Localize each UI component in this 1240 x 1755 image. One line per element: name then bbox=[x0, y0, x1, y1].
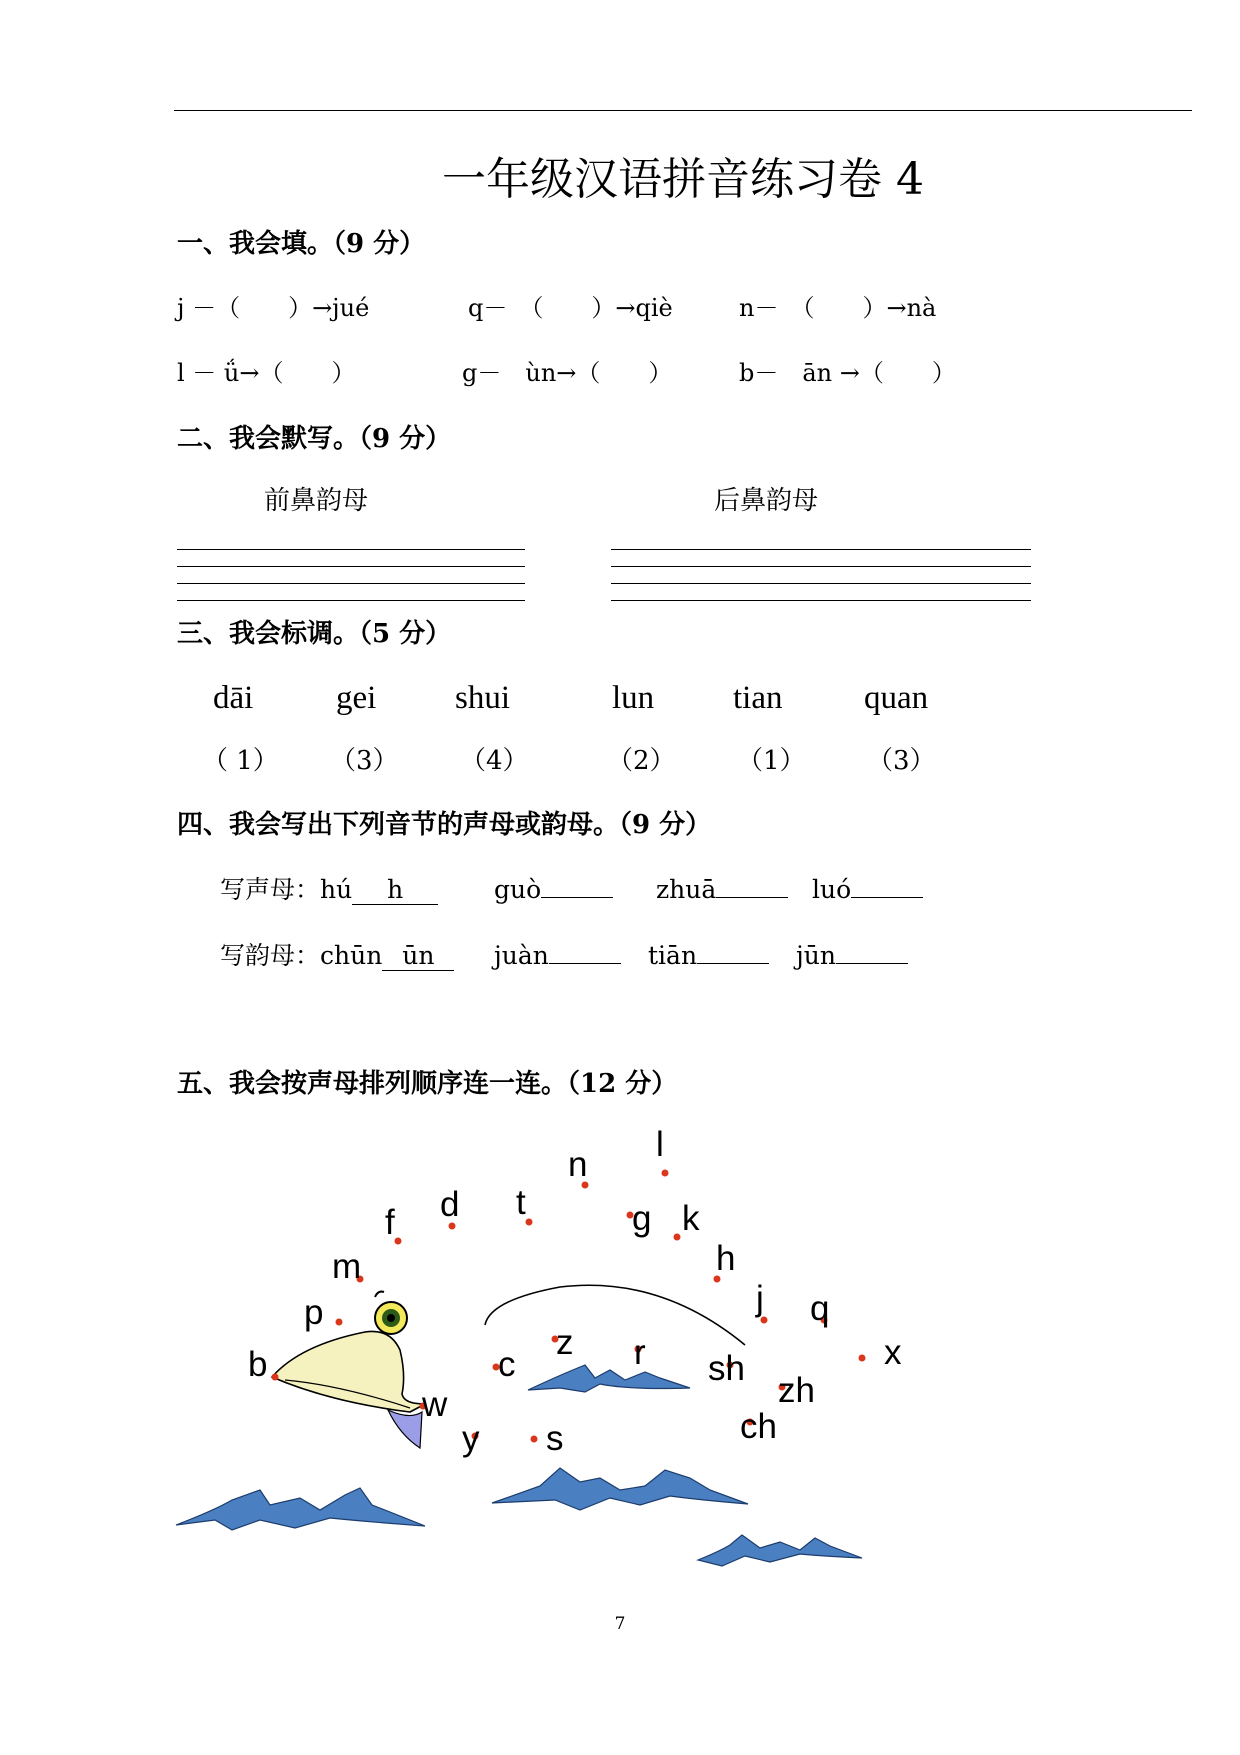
bird-throat bbox=[388, 1410, 422, 1448]
letter-c: c bbox=[498, 1345, 516, 1384]
wave-middle bbox=[492, 1468, 748, 1510]
bird-brow bbox=[375, 1292, 384, 1297]
section-1-heading: 一、我会填。（9 分） bbox=[177, 229, 426, 259]
letter-l: l bbox=[656, 1125, 664, 1164]
letter-m: m bbox=[332, 1247, 362, 1286]
syllable-tian: tian bbox=[733, 680, 783, 716]
answer-blank[interactable]: h bbox=[352, 876, 438, 905]
body-arc bbox=[485, 1285, 745, 1345]
section-4-heading: 四、我会写出下列音节的声母或韵母。（9 分） bbox=[177, 810, 712, 840]
bird-beak bbox=[272, 1331, 425, 1412]
syllable: hú bbox=[320, 875, 353, 904]
syllable: guò bbox=[494, 875, 542, 904]
letter-h: h bbox=[716, 1239, 736, 1278]
fill-item-4: l － ǘ→（ ） bbox=[177, 359, 356, 387]
syllable: luó bbox=[812, 875, 852, 904]
fill-item-1: j －（ ）→jué bbox=[177, 294, 370, 322]
syllable: chūn bbox=[320, 941, 383, 970]
letter-ch: ch bbox=[740, 1407, 777, 1446]
fill-item-3: n－ （ ）→nà bbox=[739, 294, 937, 322]
letter-d: d bbox=[440, 1185, 460, 1224]
row-label: 写韵母： bbox=[220, 941, 321, 970]
syllable-quan: quan bbox=[864, 680, 929, 716]
letter-r: r bbox=[634, 1333, 646, 1372]
syllable: jūn bbox=[796, 941, 836, 970]
letter-p: p bbox=[304, 1293, 324, 1332]
dot-l[interactable] bbox=[662, 1170, 669, 1177]
dot-t[interactable] bbox=[526, 1219, 533, 1226]
row-label: 写声母： bbox=[220, 875, 321, 904]
syllable: tiān bbox=[648, 941, 698, 970]
front-nasal-label: 前鼻韵母 bbox=[264, 486, 369, 516]
tone-number: （3） bbox=[330, 746, 399, 776]
letter-w: w bbox=[422, 1385, 448, 1424]
tone-number: （ 1） bbox=[202, 746, 279, 776]
letter-sh: sh bbox=[708, 1349, 745, 1388]
page-number: 7 bbox=[614, 1614, 626, 1634]
syllable-dai: dāi bbox=[213, 680, 254, 716]
page-title: 一年级汉语拼音练习卷 4 bbox=[442, 154, 924, 205]
back-nasal-label: 后鼻韵母 bbox=[714, 486, 819, 516]
answer-blank[interactable]: ūn bbox=[382, 942, 454, 971]
syllable: juàn bbox=[494, 941, 549, 970]
fill-item-6: b－ ān →（ ） bbox=[739, 359, 956, 387]
letter-x: x bbox=[884, 1333, 902, 1372]
letter-g: g bbox=[632, 1199, 652, 1238]
syllable-shui: shui bbox=[455, 680, 511, 716]
tone-number: （4） bbox=[460, 746, 529, 776]
letter-n: n bbox=[568, 1145, 588, 1184]
fill-item-2: q－ （ ）→qiè bbox=[468, 294, 673, 322]
wave-right bbox=[698, 1535, 862, 1566]
dot-k[interactable] bbox=[674, 1234, 681, 1241]
letter-y: y bbox=[462, 1419, 480, 1458]
letter-z: z bbox=[556, 1323, 574, 1362]
letter-s: s bbox=[546, 1419, 564, 1458]
letter-f: f bbox=[385, 1203, 395, 1242]
letter-k: k bbox=[682, 1199, 700, 1238]
letter-t: t bbox=[516, 1183, 526, 1222]
tone-number: （3） bbox=[867, 746, 936, 776]
tone-number: （1） bbox=[737, 746, 806, 776]
dot-x[interactable] bbox=[859, 1355, 866, 1362]
letter-zh: zh bbox=[778, 1371, 815, 1410]
syllable-lun: lun bbox=[612, 680, 655, 716]
letter-q: q bbox=[810, 1289, 830, 1328]
syllable-gei: gei bbox=[336, 680, 377, 716]
section-2-heading: 二、我会默写。（9 分） bbox=[177, 424, 452, 454]
tone-number: （2） bbox=[607, 746, 676, 776]
dot-p[interactable] bbox=[336, 1319, 343, 1326]
letter-j: j bbox=[756, 1279, 764, 1318]
bird-eye-pupil bbox=[387, 1314, 395, 1322]
dot-s[interactable] bbox=[531, 1436, 538, 1443]
syllable: zhuā bbox=[656, 875, 717, 904]
wave-small bbox=[528, 1365, 690, 1392]
wave-left bbox=[176, 1488, 425, 1530]
letter-b: b bbox=[248, 1345, 268, 1384]
dot-b[interactable] bbox=[272, 1374, 279, 1381]
fill-item-5: g－ ùn→（ ） bbox=[462, 359, 673, 387]
section-3-heading: 三、我会标调。（5 分） bbox=[177, 619, 452, 649]
dot-f[interactable] bbox=[395, 1238, 402, 1245]
section-5-heading: 五、我会按声母排列顺序连一连。（12 分） bbox=[177, 1069, 678, 1099]
